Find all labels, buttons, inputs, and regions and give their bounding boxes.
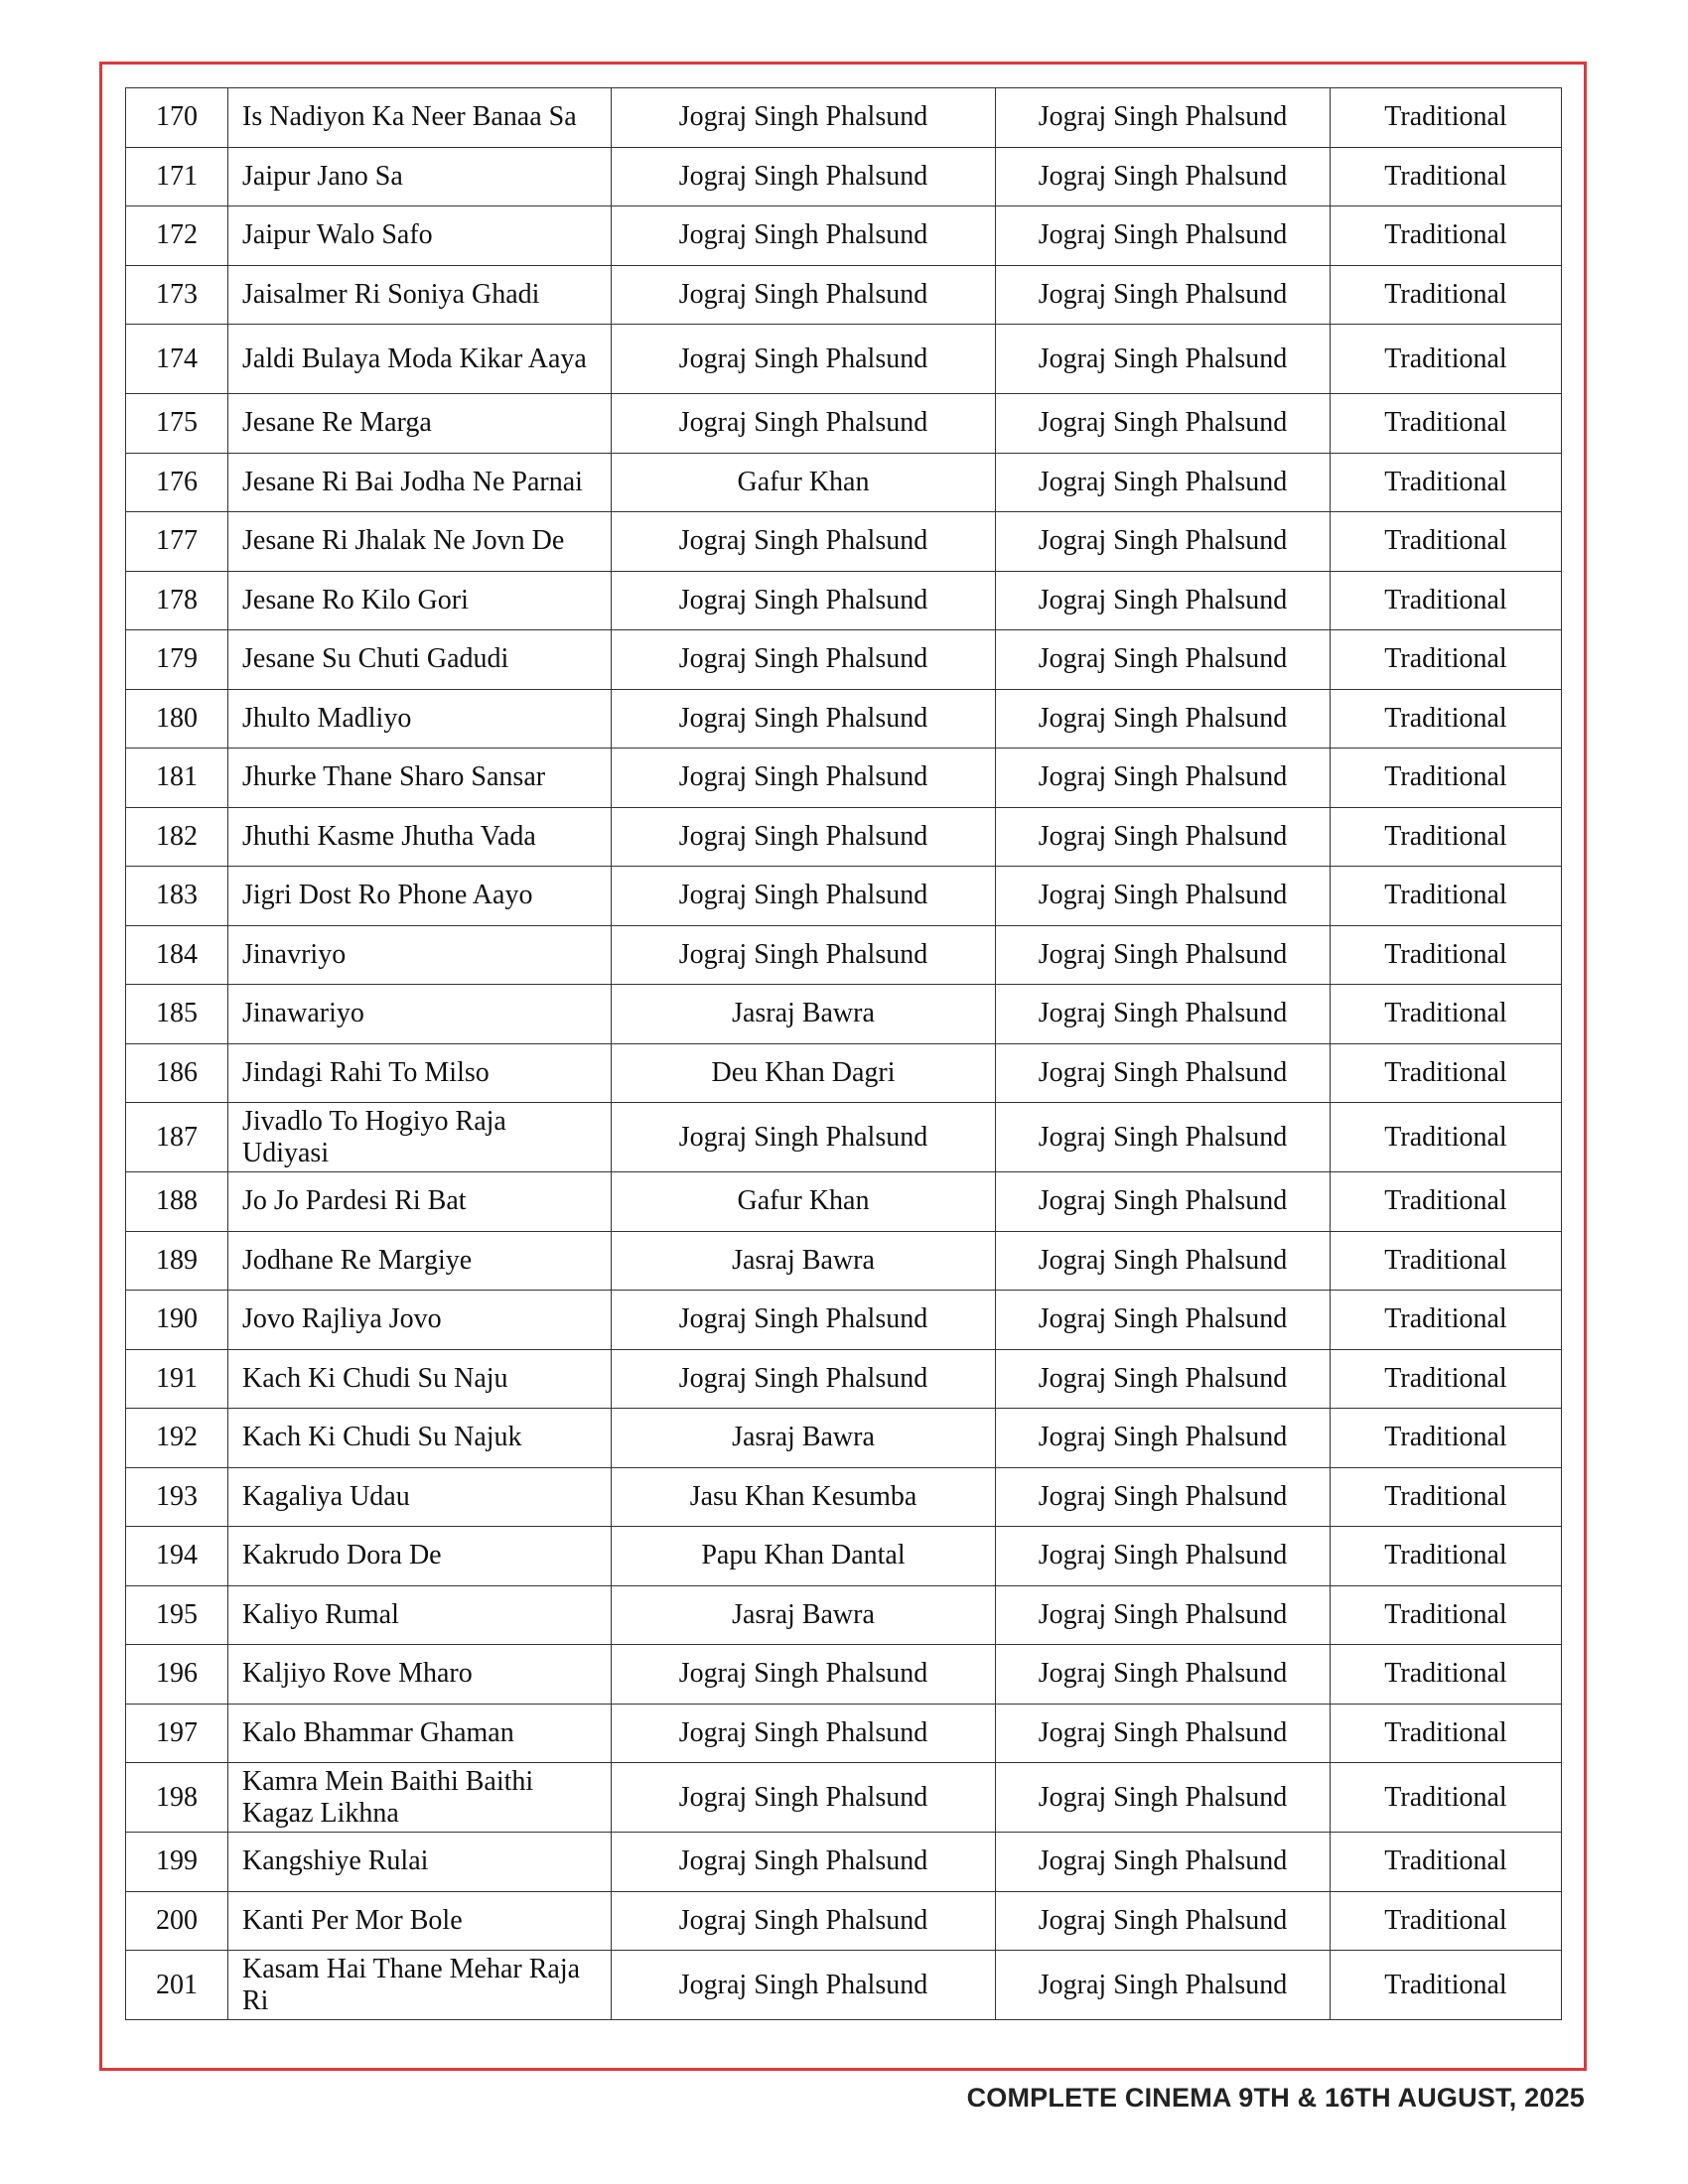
music-director-cell: Jograj Singh Phalsund — [996, 689, 1331, 749]
lyricist-cell: Traditional — [1331, 1409, 1562, 1468]
singer-cell: Jasraj Bawra — [612, 985, 996, 1044]
serial-number-cell: 185 — [126, 985, 228, 1044]
music-director-cell: Jograj Singh Phalsund — [996, 1891, 1331, 1951]
lyricist-cell: Traditional — [1331, 1349, 1562, 1409]
serial-number-cell: 187 — [126, 1103, 228, 1172]
music-director-cell: Jograj Singh Phalsund — [996, 512, 1331, 572]
song-title-cell: Jaisalmer Ri Soniya Ghadi — [228, 265, 612, 325]
lyricist-cell: Traditional — [1331, 1951, 1562, 2020]
serial-number-cell: 182 — [126, 807, 228, 867]
singer-cell: Jograj Singh Phalsund — [612, 265, 996, 325]
table-row — [126, 1291, 1562, 1350]
singer-cell: Jograj Singh Phalsund — [612, 1704, 996, 1763]
table-row — [126, 1951, 1562, 2020]
song-title-cell: Jovo Rajliya Jovo — [228, 1291, 612, 1350]
music-director-cell: Jograj Singh Phalsund — [996, 1763, 1331, 1833]
music-director-cell: Jograj Singh Phalsund — [996, 147, 1331, 206]
serial-number-cell: 179 — [126, 630, 228, 690]
song-title-cell: Kamra Mein Baithi Baithi Kagaz Likhna — [228, 1763, 612, 1833]
music-director-cell: Jograj Singh Phalsund — [996, 88, 1331, 148]
music-director-cell: Jograj Singh Phalsund — [996, 1291, 1331, 1350]
music-director-cell: Jograj Singh Phalsund — [996, 1645, 1331, 1705]
serial-number-cell: 196 — [126, 1645, 228, 1705]
singer-cell: Jasu Khan Kesumba — [612, 1467, 996, 1527]
singer-cell: Jasraj Bawra — [612, 1585, 996, 1645]
table-row — [126, 394, 1562, 454]
table-row — [126, 1349, 1562, 1409]
serial-number-cell: 191 — [126, 1349, 228, 1409]
table-row — [126, 147, 1562, 206]
song-title-cell: Kakrudo Dora De — [228, 1527, 612, 1586]
music-director-cell: Jograj Singh Phalsund — [996, 1172, 1331, 1232]
singer-cell: Jograj Singh Phalsund — [612, 1291, 996, 1350]
table-row — [126, 1103, 1562, 1172]
serial-number-cell: 199 — [126, 1833, 228, 1892]
singer-cell: Jograj Singh Phalsund — [612, 925, 996, 985]
table-row — [126, 265, 1562, 325]
music-director-cell: Jograj Singh Phalsund — [996, 630, 1331, 690]
table-row — [126, 512, 1562, 572]
serial-number-cell: 181 — [126, 749, 228, 808]
song-title-cell: Jaipur Walo Safo — [228, 206, 612, 266]
table-row — [126, 1231, 1562, 1291]
table-row — [126, 1763, 1562, 1833]
singer-cell: Jograj Singh Phalsund — [612, 1951, 996, 2020]
singer-cell: Gafur Khan — [612, 1172, 996, 1232]
serial-number-cell: 192 — [126, 1409, 228, 1468]
lyricist-cell: Traditional — [1331, 206, 1562, 266]
music-director-cell: Jograj Singh Phalsund — [996, 1467, 1331, 1527]
serial-number-cell: 175 — [126, 394, 228, 454]
lyricist-cell: Traditional — [1331, 925, 1562, 985]
music-director-cell: Jograj Singh Phalsund — [996, 925, 1331, 985]
serial-number-cell: 178 — [126, 571, 228, 630]
song-title-cell: Kalo Bhammar Ghaman — [228, 1704, 612, 1763]
singer-cell: Jograj Singh Phalsund — [612, 1645, 996, 1705]
music-director-cell: Jograj Singh Phalsund — [996, 1231, 1331, 1291]
singer-cell: Jograj Singh Phalsund — [612, 206, 996, 266]
lyricist-cell: Traditional — [1331, 265, 1562, 325]
music-director-cell: Jograj Singh Phalsund — [996, 325, 1331, 394]
lyricist-cell: Traditional — [1331, 1527, 1562, 1586]
music-director-cell: Jograj Singh Phalsund — [996, 1527, 1331, 1586]
serial-number-cell: 194 — [126, 1527, 228, 1586]
song-title-cell: Kasam Hai Thane Mehar Raja Ri — [228, 1951, 612, 2020]
serial-number-cell: 173 — [126, 265, 228, 325]
lyricist-cell: Traditional — [1331, 1467, 1562, 1527]
song-table-body — [126, 88, 1562, 2020]
table-row — [126, 325, 1562, 394]
singer-cell: Jasraj Bawra — [612, 1231, 996, 1291]
table-row — [126, 1172, 1562, 1232]
table-row — [126, 985, 1562, 1044]
serial-number-cell: 186 — [126, 1043, 228, 1103]
lyricist-cell: Traditional — [1331, 985, 1562, 1044]
singer-cell: Jograj Singh Phalsund — [612, 689, 996, 749]
table-row — [126, 867, 1562, 926]
table-row — [126, 571, 1562, 630]
song-title-cell: Jivadlo To Hogiyo Raja Udiyasi — [228, 1103, 612, 1172]
lyricist-cell: Traditional — [1331, 1891, 1562, 1951]
singer-cell: Jograj Singh Phalsund — [612, 147, 996, 206]
music-director-cell: Jograj Singh Phalsund — [996, 749, 1331, 808]
serial-number-cell: 190 — [126, 1291, 228, 1350]
lyricist-cell: Traditional — [1331, 147, 1562, 206]
lyricist-cell: Traditional — [1331, 1103, 1562, 1172]
serial-number-cell: 170 — [126, 88, 228, 148]
serial-number-cell: 174 — [126, 325, 228, 394]
singer-cell: Jograj Singh Phalsund — [612, 867, 996, 926]
song-title-cell: Jinavriyo — [228, 925, 612, 985]
serial-number-cell: 193 — [126, 1467, 228, 1527]
music-director-cell: Jograj Singh Phalsund — [996, 807, 1331, 867]
table-row — [126, 453, 1562, 512]
serial-number-cell: 188 — [126, 1172, 228, 1232]
song-title-cell: Kangshiye Rulai — [228, 1833, 612, 1892]
table-row — [126, 1527, 1562, 1586]
singer-cell: Jasraj Bawra — [612, 1409, 996, 1468]
lyricist-cell: Traditional — [1331, 325, 1562, 394]
singer-cell: Jograj Singh Phalsund — [612, 630, 996, 690]
table-row — [126, 1833, 1562, 1892]
singer-cell: Jograj Singh Phalsund — [612, 88, 996, 148]
song-title-cell: Jodhane Re Margiye — [228, 1231, 612, 1291]
lyricist-cell: Traditional — [1331, 394, 1562, 454]
singer-cell: Jograj Singh Phalsund — [612, 512, 996, 572]
singer-cell: Jograj Singh Phalsund — [612, 394, 996, 454]
music-director-cell: Jograj Singh Phalsund — [996, 265, 1331, 325]
music-director-cell: Jograj Singh Phalsund — [996, 453, 1331, 512]
table-row — [126, 689, 1562, 749]
lyricist-cell: Traditional — [1331, 88, 1562, 148]
music-director-cell: Jograj Singh Phalsund — [996, 1103, 1331, 1172]
serial-number-cell: 171 — [126, 147, 228, 206]
music-director-cell: Jograj Singh Phalsund — [996, 206, 1331, 266]
song-title-cell: Kach Ki Chudi Su Naju — [228, 1349, 612, 1409]
music-director-cell: Jograj Singh Phalsund — [996, 1409, 1331, 1468]
lyricist-cell: Traditional — [1331, 749, 1562, 808]
song-title-cell: Kagaliya Udau — [228, 1467, 612, 1527]
table-row — [126, 749, 1562, 808]
lyricist-cell: Traditional — [1331, 1291, 1562, 1350]
table-row — [126, 1645, 1562, 1705]
table-row — [126, 1409, 1562, 1468]
serial-number-cell: 198 — [126, 1763, 228, 1833]
music-director-cell: Jograj Singh Phalsund — [996, 1043, 1331, 1103]
singer-cell: Jograj Singh Phalsund — [612, 1103, 996, 1172]
singer-cell: Gafur Khan — [612, 453, 996, 512]
music-director-cell: Jograj Singh Phalsund — [996, 1951, 1331, 2020]
singer-cell: Jograj Singh Phalsund — [612, 571, 996, 630]
lyricist-cell: Traditional — [1331, 1043, 1562, 1103]
lyricist-cell: Traditional — [1331, 453, 1562, 512]
singer-cell: Jograj Singh Phalsund — [612, 1349, 996, 1409]
lyricist-cell: Traditional — [1331, 1231, 1562, 1291]
lyricist-cell: Traditional — [1331, 630, 1562, 690]
song-title-cell: Jesane Ri Bai Jodha Ne Parnai — [228, 453, 612, 512]
song-title-cell: Is Nadiyon Ka Neer Banaa Sa — [228, 88, 612, 148]
music-director-cell: Jograj Singh Phalsund — [996, 985, 1331, 1044]
song-title-cell: Jinawariyo — [228, 985, 612, 1044]
music-director-cell: Jograj Singh Phalsund — [996, 571, 1331, 630]
singer-cell: Jograj Singh Phalsund — [612, 807, 996, 867]
table-row — [126, 1043, 1562, 1103]
song-title-cell: Jo Jo Pardesi Ri Bat — [228, 1172, 612, 1232]
song-title-cell: Kaljiyo Rove Mharo — [228, 1645, 612, 1705]
table-row — [126, 1704, 1562, 1763]
song-title-cell: Jesane Ri Jhalak Ne Jovn De — [228, 512, 612, 572]
lyricist-cell: Traditional — [1331, 1172, 1562, 1232]
music-director-cell: Jograj Singh Phalsund — [996, 1833, 1331, 1892]
serial-number-cell: 183 — [126, 867, 228, 926]
lyricist-cell: Traditional — [1331, 512, 1562, 572]
lyricist-cell: Traditional — [1331, 1645, 1562, 1705]
lyricist-cell: Traditional — [1331, 1704, 1562, 1763]
singer-cell: Jograj Singh Phalsund — [612, 325, 996, 394]
singer-cell: Jograj Singh Phalsund — [612, 1763, 996, 1833]
song-title-cell: Jhulto Madliyo — [228, 689, 612, 749]
music-director-cell: Jograj Singh Phalsund — [996, 1704, 1331, 1763]
lyricist-cell: Traditional — [1331, 867, 1562, 926]
song-title-cell: Jigri Dost Ro Phone Aayo — [228, 867, 612, 926]
lyricist-cell: Traditional — [1331, 807, 1562, 867]
lyricist-cell: Traditional — [1331, 1585, 1562, 1645]
serial-number-cell: 201 — [126, 1951, 228, 2020]
singer-cell: Papu Khan Dantal — [612, 1527, 996, 1586]
serial-number-cell: 197 — [126, 1704, 228, 1763]
table-row — [126, 925, 1562, 985]
song-title-cell: Jindagi Rahi To Milso — [228, 1043, 612, 1103]
serial-number-cell: 180 — [126, 689, 228, 749]
table-row — [126, 1467, 1562, 1527]
music-director-cell: Jograj Singh Phalsund — [996, 1585, 1331, 1645]
song-table — [125, 87, 1562, 2020]
lyricist-cell: Traditional — [1331, 1763, 1562, 1833]
table-row — [126, 630, 1562, 690]
singer-cell: Deu Khan Dagri — [612, 1043, 996, 1103]
music-director-cell: Jograj Singh Phalsund — [996, 867, 1331, 926]
table-row — [126, 88, 1562, 148]
song-title-cell: Jesane Su Chuti Gadudi — [228, 630, 612, 690]
song-title-cell: Jaldi Bulaya Moda Kikar Aaya — [228, 325, 612, 394]
lyricist-cell: Traditional — [1331, 1833, 1562, 1892]
singer-cell: Jograj Singh Phalsund — [612, 1891, 996, 1951]
serial-number-cell: 189 — [126, 1231, 228, 1291]
serial-number-cell: 195 — [126, 1585, 228, 1645]
table-row — [126, 1891, 1562, 1951]
serial-number-cell: 172 — [126, 206, 228, 266]
serial-number-cell: 184 — [126, 925, 228, 985]
serial-number-cell: 176 — [126, 453, 228, 512]
song-title-cell: Jaipur Jano Sa — [228, 147, 612, 206]
song-title-cell: Jhurke Thane Sharo Sansar — [228, 749, 612, 808]
song-title-cell: Jhuthi Kasme Jhutha Vada — [228, 807, 612, 867]
song-title-cell: Kach Ki Chudi Su Najuk — [228, 1409, 612, 1468]
table-row — [126, 1585, 1562, 1645]
table-row — [126, 206, 1562, 266]
singer-cell: Jograj Singh Phalsund — [612, 1833, 996, 1892]
lyricist-cell: Traditional — [1331, 689, 1562, 749]
music-director-cell: Jograj Singh Phalsund — [996, 394, 1331, 454]
table-row — [126, 807, 1562, 867]
song-title-cell: Kaliyo Rumal — [228, 1585, 612, 1645]
footer-publication-line: COMPLETE CINEMA 9TH & 16TH AUGUST, 2025 — [966, 2083, 1585, 2113]
song-title-cell: Kanti Per Mor Bole — [228, 1891, 612, 1951]
serial-number-cell: 200 — [126, 1891, 228, 1951]
lyricist-cell: Traditional — [1331, 571, 1562, 630]
music-director-cell: Jograj Singh Phalsund — [996, 1349, 1331, 1409]
serial-number-cell: 177 — [126, 512, 228, 572]
song-title-cell: Jesane Re Marga — [228, 394, 612, 454]
singer-cell: Jograj Singh Phalsund — [612, 749, 996, 808]
song-title-cell: Jesane Ro Kilo Gori — [228, 571, 612, 630]
